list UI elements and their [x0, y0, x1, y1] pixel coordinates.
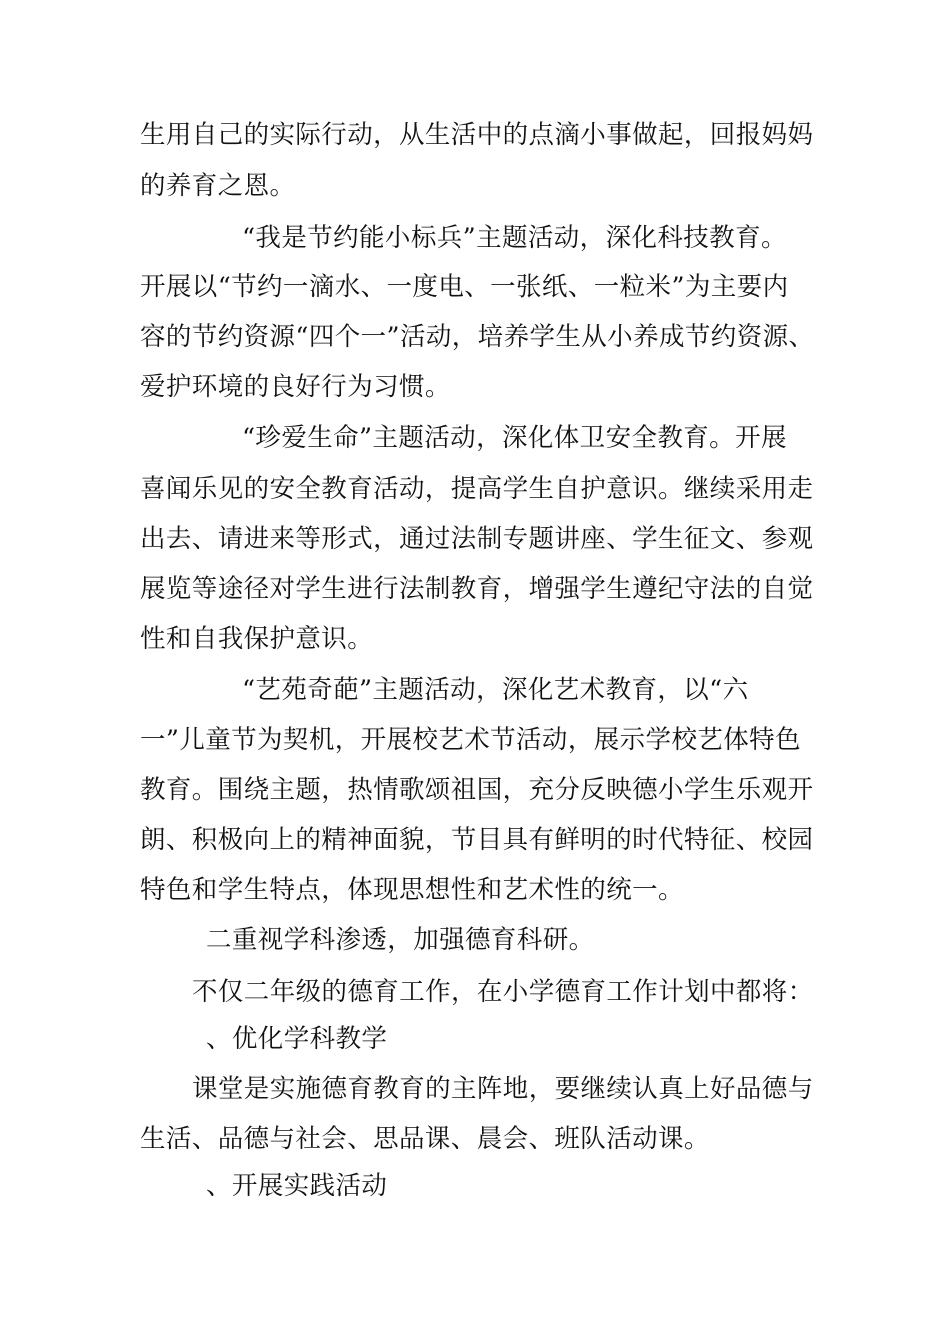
text-line-7: “珍爱生命”主题活动，深化体卫安全教育。开展: [242, 423, 787, 453]
text-line-16: 特色和学生特点，体现思想性和艺术性的统一。: [140, 875, 684, 905]
text-line-10: 展览等途径对学生进行法制教育，增强学生遵纪守法的自觉: [140, 574, 814, 604]
text-line-6: 爱护环境的良好行为习惯。: [140, 372, 451, 402]
text-line-13: 一”儿童节为契机，开展校艺术节活动，展示学校艺体特色: [140, 725, 801, 755]
text-line-19: 、优化学科教学: [206, 1024, 388, 1054]
text-line-3: “我是节约能小标兵”主题活动，深化科技教育。: [242, 223, 787, 253]
text-line-15: 朗、积极向上的精神面貌，节目具有鲜明的时代特征、校园: [140, 825, 814, 855]
text-line-17: 二重视学科渗透，加强德育科研。: [206, 925, 595, 955]
text-line-20: 课堂是实施德育教育的主阵地，要继续认真上好品德与: [192, 1074, 814, 1104]
text-line-22: 、开展实践活动: [206, 1171, 388, 1201]
text-line-4: 开展以“节约一滴水、一度电、一张纸、一粒米”为主要内: [140, 272, 789, 302]
text-line-5: 容的节约资源“四个一”活动，培养学生从小养成节约资源、: [140, 322, 815, 352]
text-line-18: 不仅二年级的德育工作，在小学德育工作计划中都将：: [192, 977, 814, 1007]
text-line-12: “艺苑奇葩”主题活动，深化艺术教育，以“六: [242, 675, 749, 705]
text-line-8: 喜闻乐见的安全教育活动，提高学生自护意识。继续采用走: [140, 474, 814, 504]
text-line-11: 性和自我保护意识。: [140, 624, 374, 654]
text-line-1: 生用自己的实际行动，从生活中的点滴小事做起，回报妈妈: [140, 120, 814, 150]
text-line-14: 教育。围绕主题，热情歌颂祖国，充分反映德小学生乐观开: [140, 775, 814, 805]
text-line-2: 的养育之恩。: [140, 171, 296, 201]
text-line-21: 生活、品德与社会、思品课、晨会、班队活动课。: [140, 1124, 710, 1154]
text-line-9: 出去、请进来等形式，通过法制专题讲座、学生征文、参观: [140, 524, 814, 554]
